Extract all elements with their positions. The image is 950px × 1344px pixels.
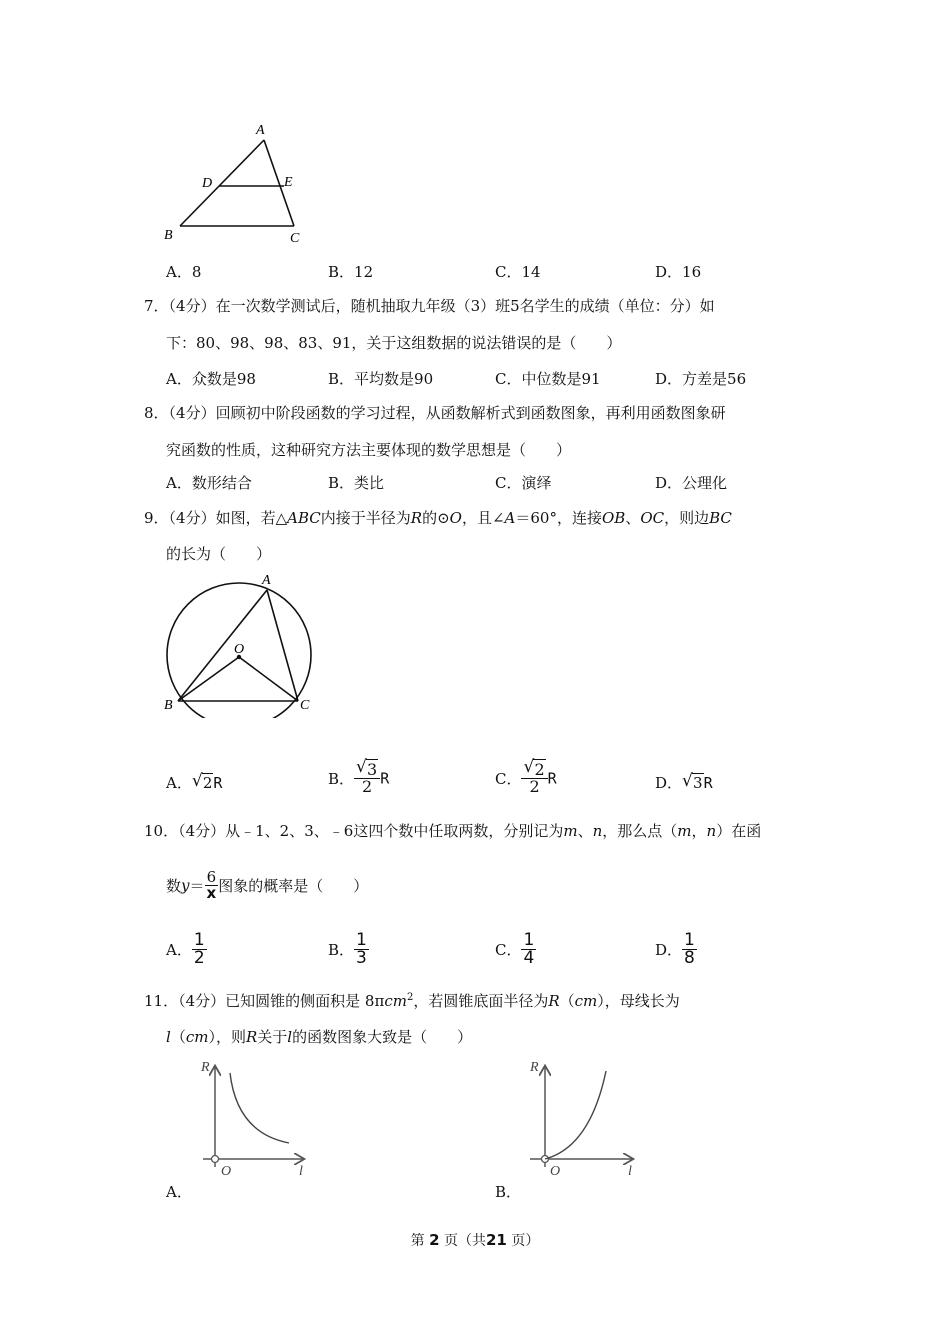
q11-graph-a[interactable] bbox=[195, 1055, 315, 1180]
side-AB bbox=[180, 140, 264, 226]
q9-option-b[interactable]: B． √ 3 2 R bbox=[328, 757, 390, 796]
q10-option-b[interactable]: B． $\frac{1}{3}$ bbox=[328, 930, 367, 968]
curve-hyperbola bbox=[230, 1073, 289, 1143]
label-C: C bbox=[300, 698, 310, 713]
q8-option-b[interactable]: B．类比 bbox=[328, 474, 385, 492]
label-B: B bbox=[164, 698, 173, 713]
label-A: A bbox=[256, 123, 265, 138]
segment-OC bbox=[239, 657, 298, 701]
current-page: 2 bbox=[429, 1231, 440, 1249]
q6-triangle-figure bbox=[160, 118, 310, 248]
q7-option-b[interactable]: B．平均数是90 bbox=[328, 370, 434, 388]
label-B: B bbox=[164, 228, 173, 243]
q8-option-c[interactable]: C．演绎 bbox=[495, 474, 552, 492]
q6-option-a[interactable]: A．8 bbox=[166, 263, 202, 281]
side-AB bbox=[178, 590, 267, 701]
page-footer: 第 2 页（共21 页） bbox=[410, 1231, 540, 1249]
label-A: A bbox=[262, 573, 271, 588]
label-D: D bbox=[202, 176, 213, 191]
label-E: E bbox=[284, 175, 293, 190]
q10-stem-line2: 数y＝ $\frac{6}{x}$ 图象的概率是（ ） bbox=[166, 868, 369, 902]
q9-stem-line1: 9．（4分）如图，若△ABC内接于半径为R的⊙O，且∠A＝60°，连接OB、OC，则边BC bbox=[144, 509, 732, 527]
q9-option-c[interactable]: C． √ 2 2 R bbox=[495, 757, 557, 796]
curve-parabola bbox=[545, 1071, 606, 1159]
origin-label: O bbox=[550, 1164, 561, 1179]
q10-option-c[interactable]: C． $\frac{1}{4}$ bbox=[495, 930, 535, 968]
q11-graph-b[interactable] bbox=[520, 1055, 645, 1180]
y-axis-label: R bbox=[530, 1060, 539, 1075]
q11-stem-line2: l（cm），则R关于l的函数图象大致是（ ） bbox=[166, 1028, 473, 1046]
q10-option-a[interactable]: A． $\frac{1}{2}$ bbox=[166, 930, 205, 968]
q9-option-a[interactable]: A． √ 2R bbox=[166, 771, 223, 792]
q11-stem-line1: 11．（4分）已知圆锥的侧面积是 8πcm$^2$，若圆锥底面半径为R（cm），母线长为 bbox=[144, 992, 680, 1010]
sqrt-sign: √ 3 bbox=[682, 771, 703, 792]
q8-option-d[interactable]: D．公理化 bbox=[655, 474, 728, 492]
q10-stem-line1: 10．（4分）从﹣1、2、3、﹣6这四个数中任取两数，分别记为m、n，那么点（m，n）在函 bbox=[144, 822, 762, 840]
label-C: C bbox=[290, 231, 300, 246]
x-axis-label: l bbox=[628, 1164, 632, 1179]
origin-point bbox=[212, 1156, 219, 1163]
sqrt-sign: √ 2 bbox=[191, 771, 213, 792]
q11-option-a-label[interactable]: A． bbox=[166, 1183, 192, 1201]
q9-circle-figure bbox=[158, 568, 328, 718]
q6-option-b[interactable]: B．12 bbox=[328, 263, 374, 281]
q7-stem-line2: 下：80、98、98、83、91，关于这组数据的说法错误的是（ ） bbox=[166, 334, 622, 352]
q8-stem-line2: 究函数的性质，这种研究方法主要体现的数学思想是（ ） bbox=[166, 441, 572, 459]
q11-option-b-label[interactable]: B． bbox=[495, 1183, 522, 1201]
q7-stem-line1: 7．（4分）在一次数学测试后，随机抽取九年级（3）班5名学生的成绩（单位：分）如 bbox=[144, 297, 715, 315]
q6-option-d[interactable]: D．16 bbox=[655, 263, 702, 281]
q7-option-a[interactable]: A．众数是98 bbox=[166, 370, 256, 388]
q7-option-c[interactable]: C．中位数是91 bbox=[495, 370, 601, 388]
q9-option-d[interactable]: D． √ 3R bbox=[655, 771, 713, 792]
q7-option-d[interactable]: D．方差是56 bbox=[655, 370, 747, 388]
q8-stem-line1: 8．（4分）回顾初中阶段函数的学习过程，从函数解析式到函数图象，再利用函数图象研 bbox=[144, 404, 726, 422]
label-O: O bbox=[234, 642, 245, 657]
y-axis-label: R bbox=[201, 1060, 210, 1075]
q8-option-a[interactable]: A．数形结合 bbox=[166, 474, 252, 492]
origin-label: O bbox=[221, 1164, 232, 1179]
x-axis-label: l bbox=[299, 1164, 303, 1179]
q6-option-c[interactable]: C．14 bbox=[495, 263, 541, 281]
total-pages: 21 bbox=[486, 1231, 507, 1249]
q10-option-d[interactable]: D． $\frac{1}{8}$ bbox=[655, 930, 695, 968]
q9-stem-line2: 的长为（ ） bbox=[166, 545, 272, 563]
